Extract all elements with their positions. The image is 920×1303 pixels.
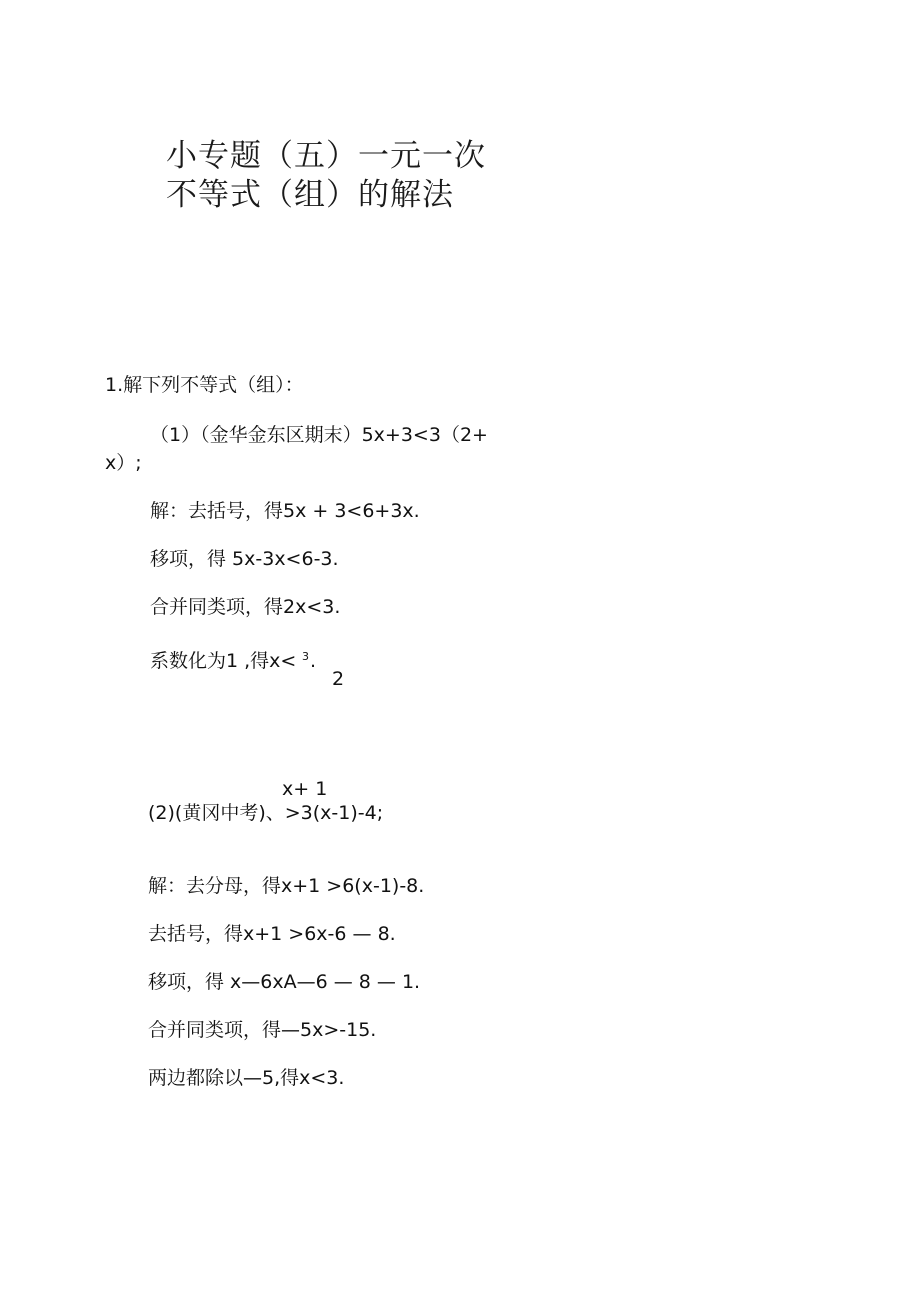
part2-step-2: 去括号，得x+1 >6x-6 — 8.	[148, 923, 396, 945]
problem-heading: 1.解下列不等式（组）：	[105, 374, 304, 396]
part2-step-1: 解：去分母，得x+1 >6(x-1)-8.	[148, 875, 425, 897]
part1-fraction-numerator: 3	[302, 650, 309, 663]
part1-step-4: 系数化为1 ,得x<	[150, 650, 297, 672]
part2-question: (2)(黄冈中考)、>3(x-1)-4;	[148, 802, 384, 824]
part2-fraction-numerator: x+ 1	[282, 778, 328, 800]
page-title-line-2: 不等式（组）的解法	[166, 177, 454, 213]
page-title-line-1: 小专题（五）一元一次	[166, 138, 486, 174]
part1-step-3: 合并同类项，得2x<3.	[150, 596, 341, 618]
part1-fraction-denominator: 2	[332, 668, 345, 690]
part2-step-3: 移项，得 x—6xA—6 — 8 — 1.	[148, 971, 421, 993]
part1-question-line-2: x）;	[105, 452, 142, 474]
part1-final-period: .	[310, 650, 317, 672]
part2-step-4: 合并同类项，得—5x>-15.	[148, 1019, 377, 1041]
part1-step-2: 移项，得 5x-3x<6-3.	[150, 548, 339, 570]
part1-question-line-1: （1）（金华金东区期末）5x+3<3（2+	[150, 424, 488, 446]
part1-step-1: 解：去括号，得5x + 3<6+3x.	[150, 500, 420, 522]
part2-step-5: 两边都除以—5,得x<3.	[148, 1067, 345, 1089]
